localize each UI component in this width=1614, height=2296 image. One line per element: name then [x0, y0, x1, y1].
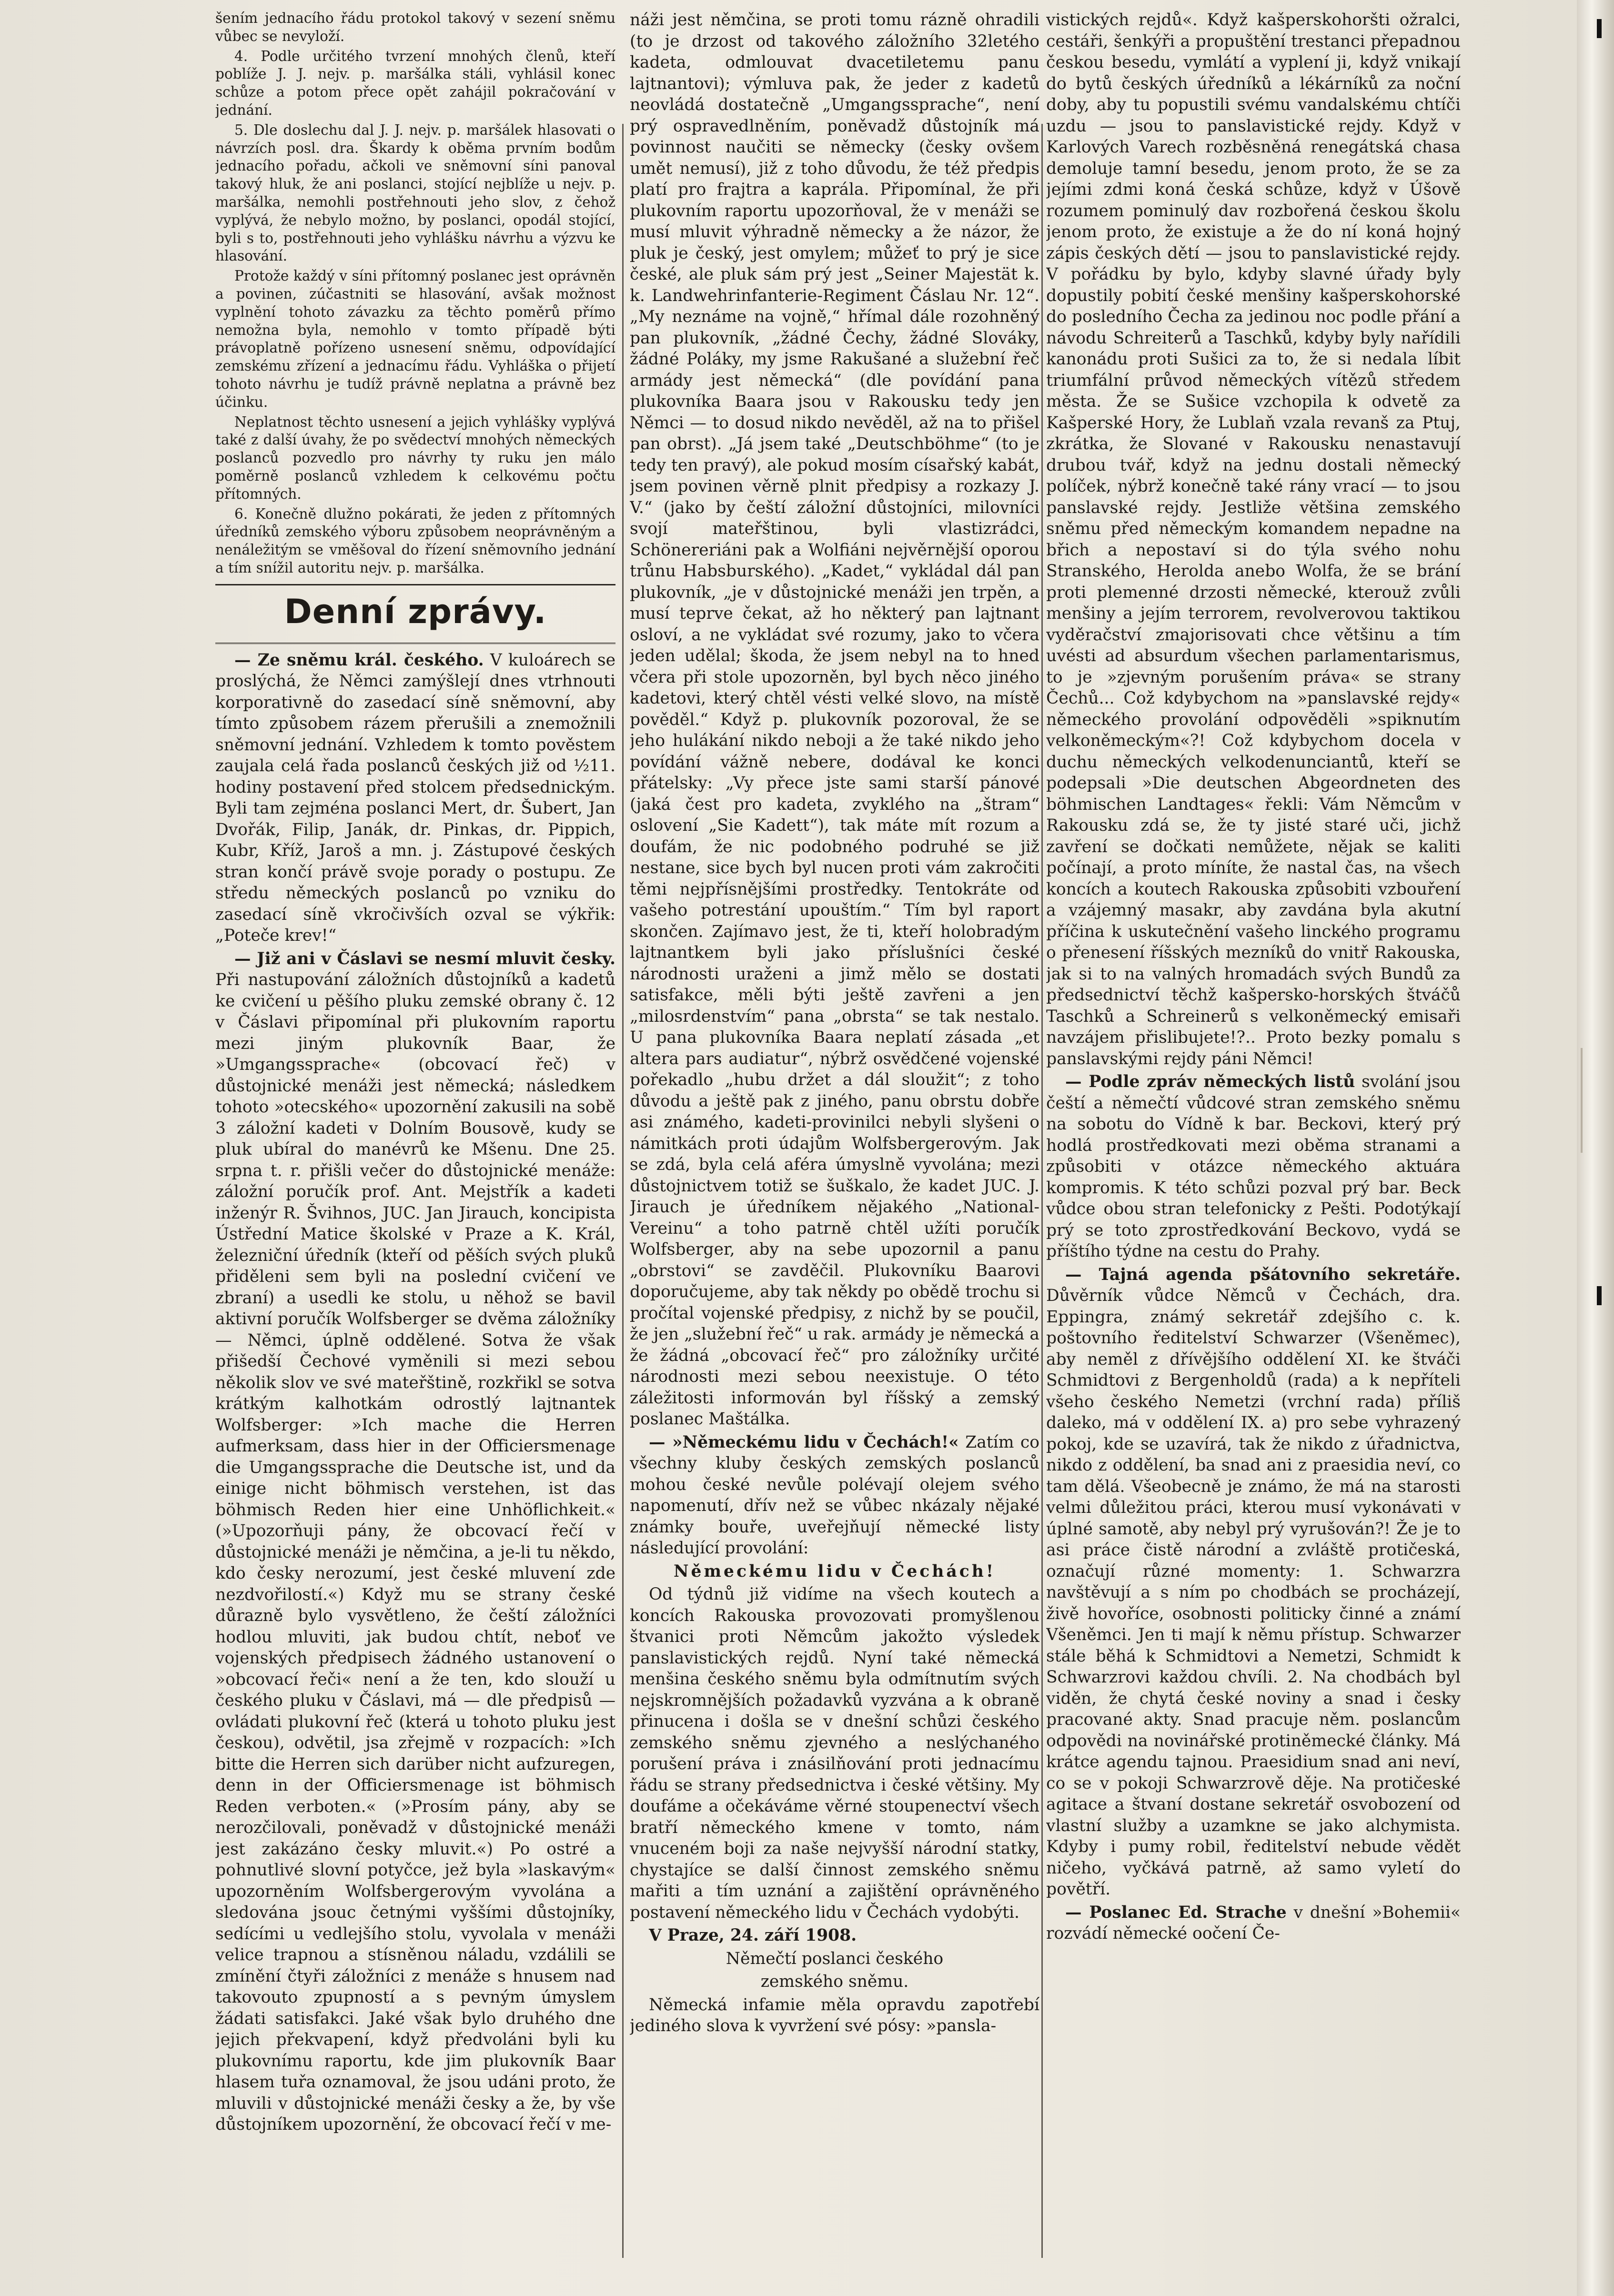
- news-item: [630, 1432, 1039, 1559]
- paragraph: Německá infamie měla opravdu zapotřebí jediného slova k vyvržení své pósy: »pansla-: [630, 1995, 1039, 2035]
- news-item-text: Při nastupování záložních důstojníků a kadetů ke cvičení u pěšího pluku zemské obrany č. 12 v Čáslavi připomínal při plukovním raportu mezi jiným plukovník Baar, že »Umgangssprache« (obcovací řeč) v důstojnické menáži jest německá; následkem tohoto »otecského« upozornění zakusili na sobě 3 záložní kadeti v Dolním Bousově, kudy se pluk ubíral do manévrů ke Mšenu. Dne 25. srpna t. r. přišli večer do důstojnické menáže: záložní poručík prof. Ant. Mejstřík a kadeti inženýr R. Švihnos, JUC. Jan Jirauch, koncipista Ústřední Matice školské v Praze a K. Král, železniční úředník (kteří od pěších svých pluků přiděleni sem byli na poslední cvičení ve zbraní) a usedli ke stolu, u něhož se bavil aktivní poručík Wolfsberger se dvěma záložníky — Němci, úplně oddělené. Sotva že však přišedší Čechové vyměnili si mezi sebou několik slov ve své mateřštině, rozkřikl se sotva krátkým kalhotkám odrostlý lajtnantek Wolfsberger: »Ich mache die Herren aufmerksam, dass hier in der Officiersmenage die Umgangssprache die Deutsche ist, und da einige nicht böhmisch verstehen, ist das böhmisch Reden hier eine Unhöflichkeit.« (»Upozorňuji pány, že obcovací řečí v důstojnické menáži je němčina, a je-li tu někdo, kdo česky nerozumí, jest české mluvení zde nezdvořilostí.«) Když mu se strany české důrazně bylo vysvětleno, že čeští záložníci hodlou mluviti, jak budou chtít, neboť ve vojenských předpisech žádného ustanovení o »obcovací řeči« není a že ten, kdo slouží u českého pluku v Čáslavi, má — dle předpisů — ovládati plukovní řeč (která u tohoto pluku jest českou), odvětil, jsa zřejmě v rozpacích: »Ich bitte die Herren sich darüber nicht aufzuregen, denn in der Officiersmenage ist böhmisch Reden verboten.« (»Prosím pány, aby se nerozčilovali, poněvadž v důstojnické menáži jest zakázáno česky mluvit.«) Po ostré a pohnutlivé slovní potyčce, jež byla »laskavým« upozorněním Wolfsbergerovým vyvolána a sledována jsouc četnými vyššími důstojníky, sedícími u vedlejšího stolu, vyvolala v menáži velice trapnou a stísněnou náladu, vzdálili se zmínění čtyři záložníci z menáže s hnusem nad takovouto zpupností a s pevným úmyslem žádati satisfakci. Jaké však bylo druhého dne jejich překvapení, když předvoláni byli ku plukovnímu raportu, kde jim plukovník Baar hlasem tuřa oznamoval, že jsou udáni proto, že mluvili v důstojnické menáži česky a že, by vše důstojníkem upozornění, že obcovací řečí v me-: [215, 970, 615, 2135]
- news-item-text: Zatím co všechny kluby českých zemských poslanců mohou české nevůle polévají olejem svého napomenutí, dřív než se vůbec nkázaly nějaké známky bouře, uveřejňují německé listy následující provolání:: [630, 1432, 1039, 1558]
- proclamation-text: Od týdnů již vidíme na všech koutech a koncích Rakouska provozovati promyšlenou štvanici proti Němcům jakožto výsledek panslavistických rejdů. Nyní také německá menšina českého sněmu byla odmítnutím svých nejskromnějších požadavků vyzvána a k obraně přinucena i došla se v dnešní schůzi českého zemského sněmu zjevného a neslýchaného porušení práva i znásilňování proti jednacímu řádu se strany předsednictva i české většiny. My doufáme a očekáváme věrné stoupenectví všech bratří německého kmene v tomto, nám vnuceném boji za naše nejvyšší národní statky, chystajíce se další činnost zemského sněmu mařiti a tím uznání a zajištění oprávněného postavení německého lidu v Čechách vydobýti.: [630, 1585, 1039, 1922]
- edge-mark: [1597, 1286, 1602, 1305]
- news-item-lead: — »Německému lidu v Čechách!«: [649, 1432, 959, 1452]
- section-title: Denní zprávy.: [284, 592, 547, 631]
- paragraph: Neplatnost těchto usnesení a jejich vyhlášky vyplývá také z další úvahy, že po svědectví mnohých německých poslanců pozvedlo pro návrhy ty ruku jen málo poměrně poslanců vzhledem k celkovému počtu přítomných.: [215, 413, 615, 502]
- section-divider: [215, 643, 615, 644]
- paragraph: náži jest němčina, se proti tomu rázně ohradili (to je drzost od takového záložního 32letého kadeta, odmlouvat dvacetiletemu panu lajtnantovi); výmluva pak, že jeder z kadetů neovládá dostatečně „Umgangssprache“, není prý ospravedlněním, poněvadž důstojník má povinnost naučiti se německy (česky ovšem umět nemusí), již z toho důvodu, že též předpis platí pro frajtra a kaprála. Připomínal, že při plukovním raportu upozorňoval, že v menáži se musí mluvit výhradně německy a že názor, že pluk je český, jest omylem; můžeť to prý je sice české, ale pluk sám prý jest „Seiner Majestät k. k. Landwehrinfanterie-Regiment Čáslau Nr. 12“. „My neznáme na vojně,“ hřímal dále rozohněný pan plukovník, „žádné Čechy, žádné Slováky, žádné Poláky, my jsme Rakušané a služební řeč armády jest německá“ (dle povídání pana plukovníka Baara jsou v Rakousku tedy jen Němci — to dosud nikdo nevěděl, až na to přišel pan obrst). „Já jsem také „Deutschböhme“ (to je tedy ten pravý), ale pokud mosím císařský kabát, jsem povinen věrně plnit předpisy a rozkazy J. V.“ (jako by čeští záložní důstojníci, milovníci svojí mateřštinou, byli vlastizrádci, Schönereriáni pak a Wolfiáni nejvěrnější oporou trůnu Habsburského). „Kadet,“ vykládal dál pan plukovník, „je v důstojnické menáži jen trpěn, a musí teprve čekat, až ho některý pan lajtnant osloví, a ne vykládat své rozumy, jako to včera jeden udělal; škoda, že jsem nebyl na to hned včera při stole upozorněn, byl bych něco jiného kadetovi, který chtěl vésti velké slovo, na místě pověděl.“ Když p. plukovník pozoroval, že se jeho hulákání nikdo neboji a že také nikdo jeho povídání vážně nebere, dodával ke konci přátelsky: „Vy přece jste sami starší pánové (jaká čest pro kadeta, zvyklého na „štram“ oslovení „Sie Kadett“), tak máte mít rozum a doufám, že nic podobného podruhé se již nestane, sice bych byl nucen proti vám zakročiti těmi nejpřísnějšími prostředky. Tentokráte od vašeho potrestání upouštím.“ Tím byl raport skončen. Zajímavo jest, že ti, kteří holobradým lajtnantkem byli jako příslušníci české národnosti uraženi a jimž mělo se dostati satisfakce, měli býti ještě zavřeni a jen „milosrdenstvím“ pana „obrsta“ se tak nestalo. U pana plukovníka Baara neplatí zásada „et altera pars audiatur“, nýbrž osvědčené vojenské pořekadlo „hubu držet a dál sloužit“; z toho důvodu a ještě pak z jiného, panu obrstu dobře asi známého, kadeti-provinilci nebyli slyšeni o námitkách proti údajům Wolfsbergerovým. Jak se zdá, byla celá aféra úmyslně vyvolána; mezi důstojnictvem totiž se šuškalo, že kadet JUC. J. Jirauch je úředníkem nějakého „National-Vereinu“ a toho patrně chtěl užíti poručík Wolfsberger, aby na sebe upozornil a panu „obrstovi“ se zavděčil. Plukovníku Baarovi doporučujeme, aby tak někdy po obědě trochu si pročítal vojenské předpisy, z nichž by se poučil, že jen „služební řeč“ u rak. armády je německá a že žádná „obcovací řeč“ pro záložníky určité národnosti mezi sebou neexistuje. O této záležitosti informován byl říšský a zemský poslanec Maštálka.: [630, 10, 1039, 1429]
- signature-line: zemského sněmu.: [760, 1972, 909, 1991]
- news-item-lead: — Poslanec Ed. Strache: [1065, 1903, 1287, 1922]
- column-left: [215, 10, 615, 2267]
- news-item-text: v dnešní »Bohemii« rozvádí německé oočení Če-: [1046, 1903, 1461, 1943]
- section-divider: [215, 584, 615, 585]
- news-item-text: V kuloárech se proslýchá, že Němci zamýšlejí dnes vtrhnouti korporativně do zasedací síně sněmovní, aby tímto způsobem rázem přerušili a znemožnili sněmovní jednání. Vzhledem k tomto pověstem zaujala celá řada poslanců českých již od ½11. hodiny postavení před stolcem předsednickým. Byli tam zejména poslanci Mert, dr. Šubert, Jan Dvořák, Filip, Janák, dr. Pinkas, dr. Pippich, Kubr, Kříž, Jaroš a mn. j. Zástupové českých stran končí právě svoje porady o postupu. Ze středu německých poslanců po vzniku do zasedací síně vkročivších ozval se výkřik: „Poteče krev!“: [215, 650, 615, 946]
- column-middle: [630, 10, 1039, 2267]
- protest-continuation: [215, 10, 615, 577]
- column-right: [1046, 10, 1461, 2267]
- paragraph: Protože každý v síni přítomný poslanec jest oprávněn a povinen, zúčastniti se hlasování, avšak možnost vyplnění tohoto závazku za těchto poměrů přímo nemožna byla, nemohlo v tomto případě býti právoplatně pořízeno usnesení sněmu, odpovídající zemskému zřízení a jednacímu řádu. Vyhláška o přijetí tohoto návrhu je tudíž právně neplatna a právně bez účinku.: [215, 268, 615, 410]
- paragraph: 5. Dle doslechu dal J. J. nejv. p. maršálek hlasovati o návrzích posl. dra. Škardy k oběma prvním bodům jednacího pořadu, ačkoli ve sněmovní síni panoval takový hluk, že ani poslanci, stojící nejblíže u nejv. p. maršálka, nemohli postřehnouti jeho slov, z čehož vyplývá, že nebylo možno, by poslanci, opodál stojící, byli s to, postřehnouti jeho vyhlášku návrhu a výzvu ke hlasování.: [215, 121, 615, 264]
- paragraph: vistických rejdů«. Když kašperskohoršti ožralci, cestáři, šenkýři a propuštění trestanci přepadnou českou besedu, vymlátí a vyplení ji, když vnikají do bytů českých úředníků a lékárníků za noční doby, aby tu popustili svému vandalskému chtíči uzdu — jsou to panslavistické rejdy. Když v Karlových Varech rozběsněná renegátská chasa demoluje tamní besedu, jenom proto, že se za jejími zdmi koná česká schůze, když v Úšově rozumem pominulý dav rozbořená českou školu jenom proto, že existuje a že do ní koná hojný zápis českých dětí — jsou to panslavistické rejdy. V pořádku by bylo, kdyby slavné úřady byly dopustily pobití české menšiny kašperskohorské do posledního Čecha za jedinou noc podle přání a návodu Schreiterů a Taschků, kdyby byly nařídili kanonádu proti Sušici za to, že si nedala líbit triumfální průvod německých vítězů středem města. Že se Sušice vzchopila k odvetě za Kašperské Hory, že Lublaň vzala revanš za Ptuj, zkrátka, že Slované v Rakousku nenastavují drubou tvář, když na jednu dostali německý políček, nýbrž konečně také rány vrací — to jsou panslavské rejdy. Jestliže většina zemského sněmu před německým komandem nepadne na břich a nepostaví si do týla svého nohu Stranského, Herolda anebo Wolfa, že se brání proti plemenné drzosti německé, kterouž zvůli menšiny a jejím terrorem, revolverovou taktikou vyděračství zmajorisovati chce většinu a tím uvésti ad absurdum všechen parlamentarismus, to je »zjevným porušením práva« se strany Čechů... Což kdybychom na »panslavské rejdy« německého provolání odpověděli »spiknutím velkoněmeckým«?! Což kdybychom docela v duchu německých velkodenunciantů, kteří se podepsali »Die deutschen Abgeordneten des böhmischen Landtages« řekli: Vám Němcům v Rakousku zdá se, že ty jisté staré uči, jichž zavření se dočkati nemůžete, nějak se kaliti počínají, a proto míníte, že nastal čas, na všech koncích a koutech Rakouska způsobiti vzbouření a vzájemný masakr, aby zavdána byla akutní příčina k uskutečnění vašeho linckého programu o přenesení říšských mezníků do vnitř Rakouska, jak si to na valných hromadách svých Bundů za předsednictví těchž kašpersko-horských štváčů Taschků a Schreinerů s velkoněmecký emisaři navzájem přislibujete!?.. Proto bezky pomalu s panslavskými rejdy páni Němci!: [1046, 10, 1461, 1068]
- news-item-lead: — Již ani v Čáslavi se nesmí mluvit česky.: [234, 949, 615, 968]
- news-item-lead: — Tajná agenda pšátovního sekretáře.: [1065, 1265, 1461, 1284]
- news-item: [1046, 1264, 1461, 1900]
- signature-line: Němečtí poslanci českého: [726, 1949, 944, 1968]
- news-item-text: svolání jsou čeští a němečtí vůdcové stran zemského sněmu na sobotu do Vídně k bar. Beckovi, který prý hodlá prostředkovati mezi oběma stranami a způsobiti v otázce německého aktuára kompromis. K této schůzi pozval prý bar. Beck vůdce obou stran telefonicky z Pešti. Podotýkají prý se toto zprostředkování Beckovo, vydá se příštího týdne na cestu do Prahy.: [1046, 1072, 1461, 1261]
- news-item: [215, 948, 615, 2135]
- column-rule: [622, 124, 624, 2258]
- paragraph: 6. Konečně dlužno pokárati, že jeden z přítomných úředníků zemského výboru způsobem neoprávněným a nenáležitým se vměšoval do řízení sněmovního jednání a tím snížil autoritu nejv. p. maršálka.: [215, 505, 615, 576]
- edge-mark: [1597, 19, 1602, 38]
- column-rule: [1041, 124, 1043, 2258]
- paragraph: šením jednacího řádu protokol takový v sezení sněmu vůbec se nevyloží.: [215, 10, 615, 44]
- news-item: [215, 650, 615, 947]
- paragraph: 4. Podle určitého tvrzení mnohých členů, kteří poblíže J. J. nejv. p. maršálka stáli, vyhlásil konec schůze a potom přece opět zahájil pokračování v jednání.: [215, 48, 615, 118]
- news-item: [1046, 1902, 1461, 1944]
- news-item-text: Důvěrník vůdce Němců v Čechách, dra. Eppingra, známý sekretář zdejšího c. k. poštovního ředitelství Schwarzer (Všeněmec), aby neměl z dřívějšího oddělení XI. ke štváči Schmidtovi z Bergenholdů (rada) a k nepříteli všeho českého Nemetzi (vrchní rada) příliš daleko, má v oddělení IX. a) pro sebe vyhrazený pokoj, kde se uzavírá, tak že nikdo z úřadnictva, nikdo z oddělení, ba snad ani z praesidia neví, co tam dělá. Všeobecně je známo, že má na starosti velmi důležitou práci, kterou musí vykonávati v úplné samotě, aby nebyl prý vyrušován?! Že je to asi práce čistě národní a zvláště protičeská, označují různé momenty: 1. Schwarzra navštěvují a s ním po chodbách se procházejí, živě hovoříce, osobnosti politicky činné a známí Všeněmci. Jen ti mají k němu přístup. Schwarzer stále běhá k Schmidtovi a Nemetzi, Schmidt k Schwarzrovi každou chvíli. 2. Na chodbách byl viděn, že chytá české noviny a snad i česky pracované akty. Snad pracuje něm. poslancům odpovědi na novinářské protiněmecké články. Má krátce agendu tajnou. Praesidium snad ani neví, co se v pokoji Schwarzrově děje. Na protičeské agitace a štvaní dostane sekretář osvobození od vlastní služby a uzamkne se jako alchymista. Kdyby i pumy robil, ředitelství nebude vědět ničeho, vyčkává patrně, až samo vyletí do povětří.: [1046, 1286, 1461, 1899]
- news-item-lead: — Podle zpráv německých listů: [1065, 1072, 1355, 1091]
- news-item-lead: — Ze sněmu král. českého.: [234, 650, 484, 670]
- news-item: [1046, 1071, 1461, 1262]
- proclamation-title: Německému lidu v Čechách!: [674, 1561, 996, 1581]
- dateline: V Praze, 24. září 1908.: [649, 1926, 857, 1945]
- edge-mark: [1581, 1048, 1583, 1153]
